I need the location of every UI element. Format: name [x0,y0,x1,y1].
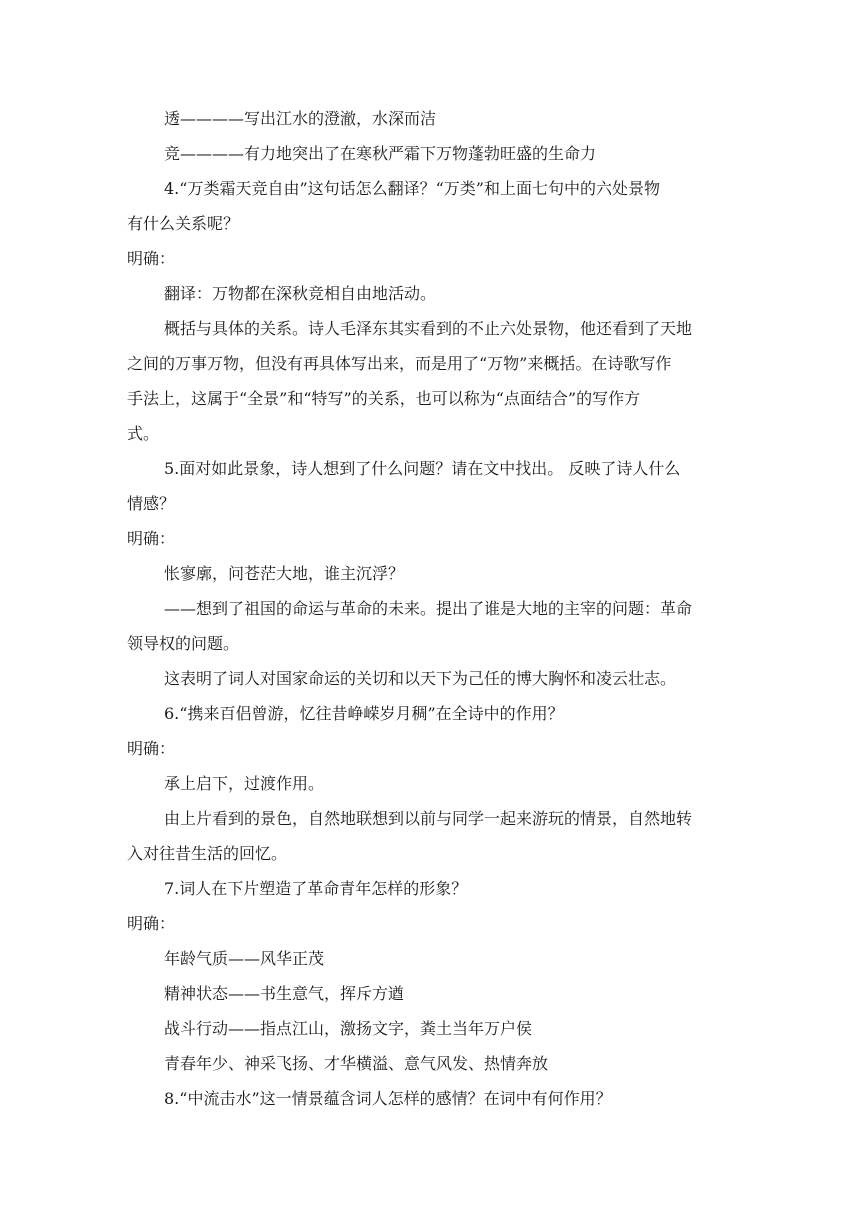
answer-label: 明确： [127,249,176,268]
text-line: 战斗行动——指点江山，激扬文字，粪土当年万户侯 [164,1019,533,1038]
answer-label: 明确： [127,529,176,548]
text-line: 有什么关系呢？ [127,214,240,233]
text-line: ——想到了祖国的命运与革命的未来。提出了谁是大地的主宰的问题：革命 [164,599,693,618]
question-line: 4.“万类霜天竞自由”这句话怎么翻译？“万类”和上面七句中的六处景物 [164,179,660,198]
text-line: 之间的万事万物，但没有再具体写出来，而是用了“万物”来概括。在诗歌写作 [127,354,672,373]
text-line: 领导权的问题。 [127,634,240,653]
text-line: 怅寥廓，问苍茫大地，谁主沉浮？ [164,564,405,583]
question-line: 5.面对如此景象，诗人想到了什么问题？请在文中找出。 反映了诗人什么 [164,459,681,478]
question-line: 8.“中流击水”这一情景蕴含词人怎样的感情？在词中有何作用？ [164,1089,612,1108]
text-line: 概括与具体的关系。诗人毛泽东其实看到的不止六处景物，他还看到了天地 [164,319,693,338]
text-line: 这表明了词人对国家命运的关切和以天下为己任的博大胸怀和凌云壮志。 [164,669,677,688]
text-line: 精神状态——书生意气，挥斥方遒 [164,984,405,1003]
text-line: 翻译：万物都在深秋竞相自由地活动。 [164,284,437,303]
text-line: 竞————有力地突出了在寒秋严霜下万物蓬勃旺盛的生命力 [164,144,597,163]
text-line: 透————写出江水的澄澈，水深而洁 [164,109,437,128]
text-line: 青春年少、神采飞扬、才华横溢、意气风发、热情奔放 [164,1054,549,1073]
answer-label: 明确： [127,739,176,758]
text-line: 入对往昔生活的回忆。 [127,844,288,863]
text-line: 手法上，这属于“全景”和“特写”的关系，也可以称为“点面结合”的写作方 [127,389,641,408]
answer-label: 明确： [127,914,176,933]
question-line: 6.“携来百侣曾游，忆往昔峥嵘岁月稠”在全诗中的作用？ [164,704,564,723]
text-line: 年龄气质——风华正茂 [164,949,325,968]
text-line: 式。 [127,424,160,443]
text-line: 情感？ [127,494,176,513]
text-line: 承上启下，过渡作用。 [164,774,325,793]
text-line: 由上片看到的景色，自然地联想到以前与同学一起来游玩的情景，自然地转 [164,809,693,828]
question-line: 7.词人在下片塑造了革命青年怎样的形象？ [164,879,468,898]
